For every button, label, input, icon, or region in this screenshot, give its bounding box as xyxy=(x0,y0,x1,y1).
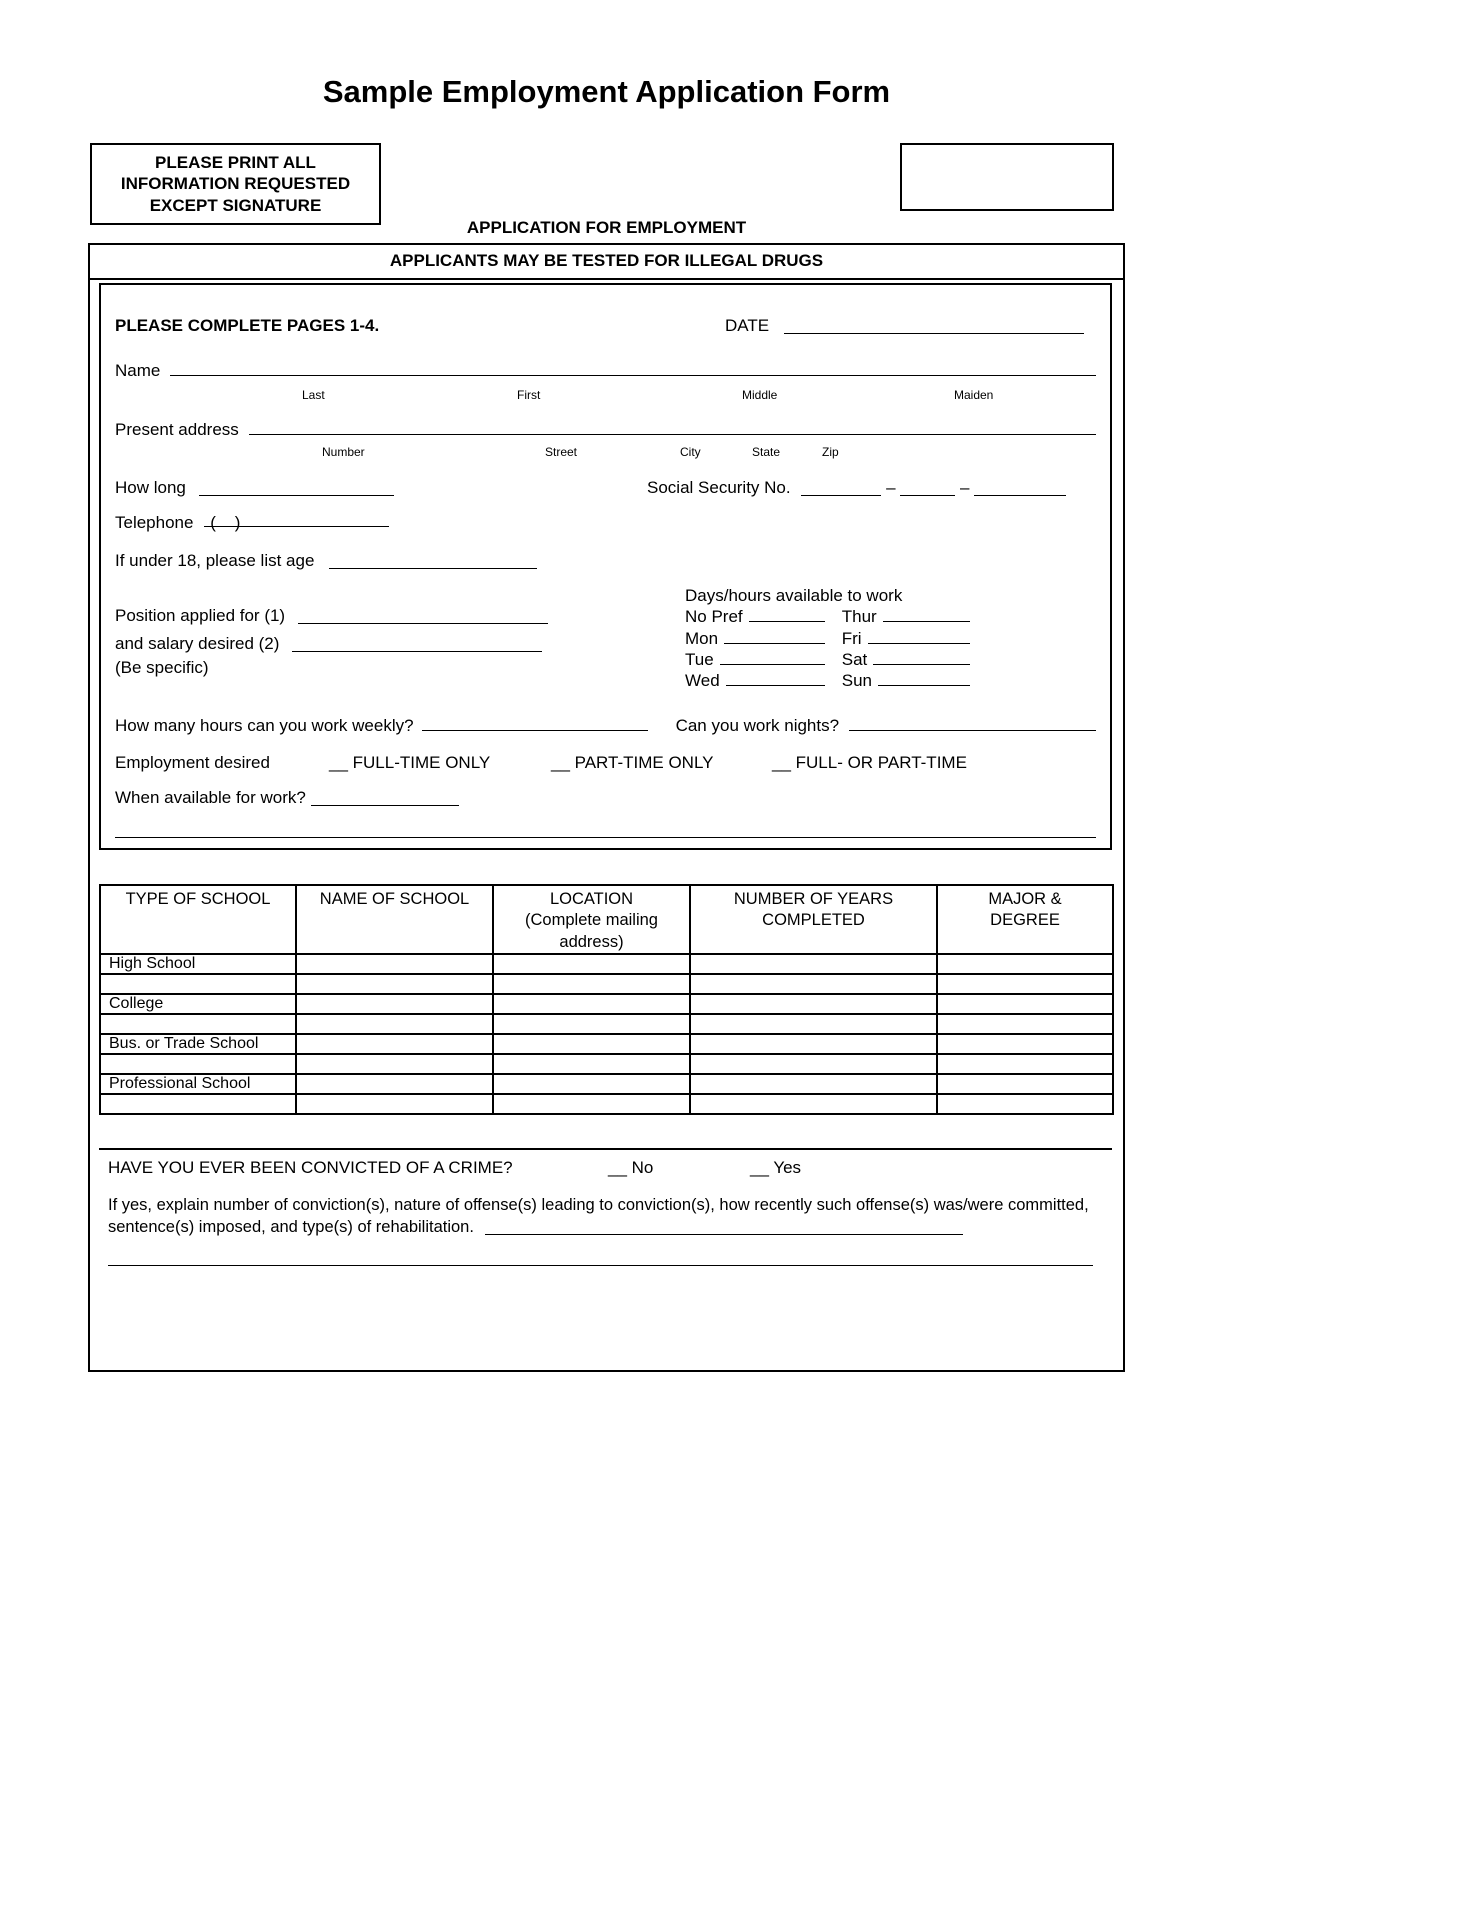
name-sub-middle: Middle xyxy=(742,388,778,402)
day-label: Tue xyxy=(685,649,714,669)
hours-weekly-field-line[interactable] xyxy=(422,716,648,731)
complete-pages-row xyxy=(115,315,1096,336)
employment-desired-label: Employment desired xyxy=(115,753,270,772)
edu-cell[interactable] xyxy=(493,1094,690,1114)
notice-line-1: PLEASE PRINT ALL xyxy=(155,153,316,172)
day-field-line[interactable] xyxy=(726,671,825,686)
address-label: Present address xyxy=(115,420,239,439)
name-row xyxy=(115,360,1096,381)
ssn-dash-1: – xyxy=(886,478,896,497)
day-row xyxy=(685,628,970,649)
name-sub-last: Last xyxy=(302,388,325,402)
telephone-label: Telephone xyxy=(115,513,194,532)
edu-cell[interactable] xyxy=(493,954,690,974)
days-hours-header: Days/hours available to work xyxy=(685,586,903,605)
edu-cell[interactable] xyxy=(690,994,937,1014)
how-long-field-line[interactable] xyxy=(199,481,394,496)
day-field-line[interactable] xyxy=(720,650,825,665)
form-content xyxy=(88,0,1125,1920)
edu-cell[interactable] xyxy=(690,1054,937,1074)
edu-cell[interactable] xyxy=(937,994,1113,1014)
conviction-option-no[interactable]: __ No xyxy=(608,1158,654,1177)
page-title: Sample Employment Application Form xyxy=(322,74,891,109)
edu-cell[interactable] xyxy=(493,974,690,994)
position-line-1 xyxy=(115,605,548,626)
notice-line-3: EXCEPT SIGNATURE xyxy=(149,195,322,215)
edu-row-blank xyxy=(100,1014,1113,1034)
under18-field-line[interactable] xyxy=(329,554,537,569)
position2-field-line[interactable] xyxy=(292,637,542,652)
option-part-time-only[interactable]: __ PART-TIME ONLY xyxy=(551,753,714,772)
how-long-label: How long xyxy=(115,478,186,497)
edu-header-row xyxy=(100,885,1113,954)
day-field-line[interactable] xyxy=(878,671,970,686)
print-notice-box xyxy=(90,143,381,225)
edu-cell[interactable] xyxy=(493,994,690,1014)
position-line-2 xyxy=(115,633,548,654)
edu-row-blank xyxy=(100,1094,1113,1114)
edu-cell[interactable] xyxy=(296,1074,493,1094)
name-sublabels xyxy=(115,388,1096,402)
education-table xyxy=(99,884,1114,1115)
name-sub-first: First xyxy=(517,388,541,402)
edu-cell[interactable] xyxy=(690,1034,937,1054)
edu-row-label-cell xyxy=(100,1074,296,1094)
day-field-line[interactable] xyxy=(873,650,969,665)
edu-cell[interactable] xyxy=(296,1094,493,1114)
position-column xyxy=(115,605,548,678)
work-nights-label: Can you work nights? xyxy=(675,716,840,735)
days-hours-column xyxy=(685,585,970,691)
day-row xyxy=(685,606,970,627)
day-field-line[interactable] xyxy=(749,607,825,622)
name-label: Name xyxy=(115,361,161,380)
edu-row-blank xyxy=(100,974,1113,994)
edu-row-high-school xyxy=(100,954,1113,974)
edu-cell[interactable] xyxy=(296,994,493,1014)
under18-row xyxy=(115,550,1096,571)
edu-cell[interactable] xyxy=(690,1094,937,1114)
conviction-question-row xyxy=(108,1158,1108,1178)
edu-cell[interactable] xyxy=(296,974,493,994)
ssn-dash-2: – xyxy=(960,478,970,497)
blank-office-use-box xyxy=(900,143,1114,211)
telephone-parens: ( ) xyxy=(210,513,241,532)
howlong-ssn-row xyxy=(115,477,1096,498)
edu-row-trade-school xyxy=(100,1034,1113,1054)
day-label: Thur xyxy=(841,607,877,627)
when-available-label: When available for work? xyxy=(115,788,306,807)
be-specific-label: (Be specific) xyxy=(115,657,209,677)
edu-cell[interactable] xyxy=(937,1074,1113,1094)
edu-cell[interactable] xyxy=(100,974,296,994)
edu-cell[interactable] xyxy=(100,1014,296,1034)
edu-cell[interactable] xyxy=(296,1054,493,1074)
edu-row-label: College xyxy=(109,995,164,1013)
extra-blank-line[interactable] xyxy=(115,837,1096,838)
edu-cell[interactable] xyxy=(100,1094,296,1114)
day-row xyxy=(685,649,970,670)
edu-cell[interactable] xyxy=(100,1054,296,1074)
ssn-label: Social Security No. xyxy=(647,478,791,497)
hours-weekly-label: How many hours can you work weekly? xyxy=(115,716,414,735)
position-days-row xyxy=(115,585,1096,695)
edu-row-label-cell xyxy=(100,1034,296,1054)
edu-row-blank xyxy=(100,1054,1113,1074)
edu-cell[interactable] xyxy=(296,1014,493,1034)
conviction-extra-blank-line[interactable] xyxy=(108,1265,1093,1266)
address-row xyxy=(115,419,1096,440)
edu-cell[interactable] xyxy=(493,1034,690,1054)
option-full-or-part-time[interactable]: __ FULL- OR PART-TIME xyxy=(772,753,967,772)
edu-header-location: LOCATION (Complete mailing address) xyxy=(493,885,690,954)
day-label: Fri xyxy=(841,628,862,648)
ssn-field-1[interactable] xyxy=(801,481,881,496)
complete-pages-label: PLEASE COMPLETE PAGES 1-4. xyxy=(115,316,380,335)
hours-row xyxy=(115,715,1096,736)
personal-info-section xyxy=(99,283,1112,850)
addr-sub-zip: Zip xyxy=(822,445,839,459)
day-label: No Pref xyxy=(685,607,743,627)
edu-header-major: MAJOR & DEGREE xyxy=(937,885,1113,954)
day-label: Sun xyxy=(841,671,872,690)
edu-row-label: High School xyxy=(109,955,196,973)
edu-cell[interactable] xyxy=(937,1014,1113,1034)
edu-cell[interactable] xyxy=(493,1014,690,1034)
ssn-field-2[interactable] xyxy=(900,481,955,496)
edu-cell[interactable] xyxy=(690,974,937,994)
when-available-row xyxy=(115,787,1096,808)
edu-row-label-cell xyxy=(100,954,296,974)
day-label: Wed xyxy=(685,671,720,690)
conviction-option-yes[interactable]: __ Yes xyxy=(750,1158,802,1177)
day-field-line[interactable] xyxy=(868,629,970,644)
option-full-time-only[interactable]: __ FULL-TIME ONLY xyxy=(329,753,491,772)
conviction-question: HAVE YOU EVER BEEN CONVICTED OF A CRIME? xyxy=(108,1158,513,1177)
addr-sub-number: Number xyxy=(322,445,365,459)
edu-cell[interactable] xyxy=(296,1034,493,1054)
edu-row-label-cell xyxy=(100,994,296,1014)
date-label: DATE xyxy=(725,316,770,335)
position1-label: Position applied for (1) xyxy=(115,606,286,625)
edu-cell[interactable] xyxy=(493,1054,690,1074)
ssn-field-3[interactable] xyxy=(974,481,1066,496)
day-label: Mon xyxy=(685,628,719,648)
day-field-line[interactable] xyxy=(724,629,825,644)
conviction-explain-field-line[interactable] xyxy=(485,1220,963,1235)
employment-desired-row xyxy=(115,752,1096,772)
address-field-line[interactable] xyxy=(249,420,1096,435)
date-group xyxy=(725,315,1084,336)
notice-line-2: INFORMATION REQUESTED xyxy=(120,174,351,194)
telephone-row xyxy=(115,512,1096,533)
edu-header-name: NAME OF SCHOOL xyxy=(296,885,493,954)
edu-row-professional-school xyxy=(100,1074,1113,1094)
edu-cell[interactable] xyxy=(937,1094,1113,1114)
date-field-line[interactable] xyxy=(784,319,1084,334)
application-form-body xyxy=(88,243,1125,1372)
edu-header-years: NUMBER OF YEARS COMPLETED xyxy=(690,885,937,954)
edu-cell[interactable] xyxy=(690,1074,937,1094)
edu-cell[interactable] xyxy=(690,954,937,974)
addr-sub-city: City xyxy=(680,445,701,459)
work-nights-field-line[interactable] xyxy=(849,716,1096,731)
edu-row-college xyxy=(100,994,1113,1014)
position2-label: and salary desired (2) xyxy=(115,634,280,654)
application-for-employment-heading: APPLICATION FOR EMPLOYMENT xyxy=(466,218,747,237)
drug-test-notice: APPLICANTS MAY BE TESTED FOR ILLEGAL DRUGS xyxy=(90,245,1123,280)
position1-field-line[interactable] xyxy=(298,609,548,624)
when-available-field-line[interactable] xyxy=(311,791,459,806)
addr-sub-state: State xyxy=(752,445,781,459)
telephone-field-line[interactable] xyxy=(204,512,389,532)
conviction-explain-paragraph xyxy=(108,1194,1100,1239)
name-field-line[interactable] xyxy=(170,361,1096,376)
edu-cell[interactable] xyxy=(937,954,1113,974)
under18-label: If under 18, please list age xyxy=(115,551,315,570)
edu-cell[interactable] xyxy=(937,1034,1113,1054)
edu-header-type: TYPE OF SCHOOL xyxy=(100,885,296,954)
edu-cell[interactable] xyxy=(690,1014,937,1034)
address-sublabels xyxy=(115,445,1096,459)
addr-sub-street: Street xyxy=(545,445,578,459)
section-divider xyxy=(99,1148,1112,1150)
conviction-explain-text: If yes, explain number of conviction(s), nature of offense(s) leading to conviction(s), how recently such offense(s) was/were committed, sentence(s) imposed, and type(s) of rehabilitation. xyxy=(108,1196,1089,1237)
edu-row-label: Bus. or Trade School xyxy=(109,1035,259,1053)
edu-row-label: Professional School xyxy=(109,1075,251,1093)
edu-cell[interactable] xyxy=(493,1074,690,1094)
edu-cell[interactable] xyxy=(937,974,1113,994)
day-field-line[interactable] xyxy=(883,607,970,622)
edu-cell[interactable] xyxy=(937,1054,1113,1074)
name-sub-maiden: Maiden xyxy=(954,388,994,402)
day-label: Sat xyxy=(841,649,868,669)
ssn-group xyxy=(647,477,1066,498)
edu-cell[interactable] xyxy=(296,954,493,974)
day-row xyxy=(685,670,970,691)
